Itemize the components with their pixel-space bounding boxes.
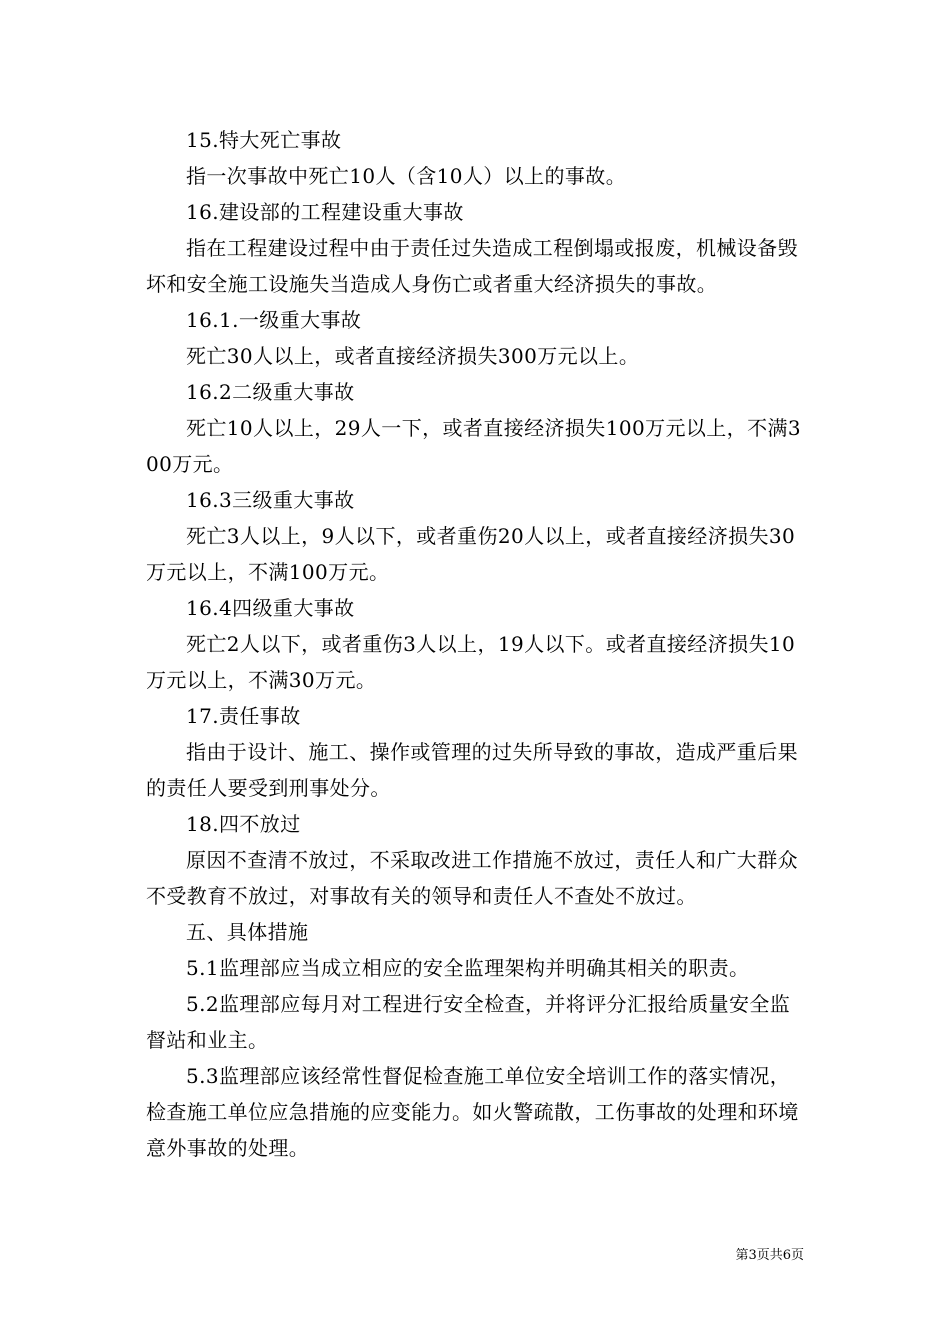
paragraph-16-1: 死亡30人以上，或者直接经济损失300万元以上。: [186, 344, 640, 368]
heading-18: 18.四不放过: [186, 812, 301, 836]
heading-16-1: 16.1.一级重大事故: [186, 308, 362, 332]
paragraph-18: 原因不查清不放过，不采取改进工作措施不放过，责任人和广大群众不受教育不放过，对事故有关的领导和责任人不查处不放过。: [146, 848, 798, 908]
heading-17: 17.责任事故: [186, 704, 301, 728]
heading-section-5: 五、具体措施: [186, 920, 309, 944]
page-number: 第3页共6页: [735, 1248, 804, 1263]
heading-16-3: 16.3三级重大事故: [186, 488, 355, 512]
paragraph-5-3: 5.3监理部应该经常性督促检查施工单位安全培训工作的落实情况，检查施工单位应急措施的应变能力。如火警疏散，工伤事故的处理和环境意外事故的处理。: [146, 1064, 799, 1160]
heading-16: 16.建设部的工程建设重大事故: [186, 200, 464, 224]
paragraph-5-2: 5.2监理部应每月对工程进行安全检查，并将评分汇报给质量安全监督站和业主。: [146, 992, 791, 1052]
paragraph-16: 指在工程建设过程中由于责任过失造成工程倒塌或报废，机械设备毁坏和安全施工设施失当造成人身伤亡或者重大经济损失的事故。: [146, 236, 798, 296]
paragraph-16-4: 死亡2人以下，或者重伤3人以上，19人以下。或者直接经济损失10万元以上，不满30万元。: [146, 632, 796, 692]
heading-15: 15.特大死亡事故: [186, 128, 342, 152]
heading-16-2: 16.2二级重大事故: [186, 380, 355, 404]
document-body: [146, 122, 810, 1166]
paragraph-16-2: 死亡10人以上，29人一下，或者直接经济损失100万元以上，不满300万元。: [146, 416, 801, 476]
paragraph-5-1: 5.1监理部应当成立相应的安全监理架构并明确其相关的职责。: [186, 956, 750, 980]
paragraph-15: 指一次事故中死亡10人（含10人）以上的事故。: [186, 164, 627, 188]
paragraph-17: 指由于设计、施工、操作或管理的过失所导致的事故，造成严重后果的责任人要受到刑事处分。: [146, 740, 798, 800]
heading-16-4: 16.4四级重大事故: [186, 596, 355, 620]
paragraph-16-3: 死亡3人以上，9人以下，或者重伤20人以上，或者直接经济损失30万元以上，不满100万元。: [146, 524, 796, 584]
